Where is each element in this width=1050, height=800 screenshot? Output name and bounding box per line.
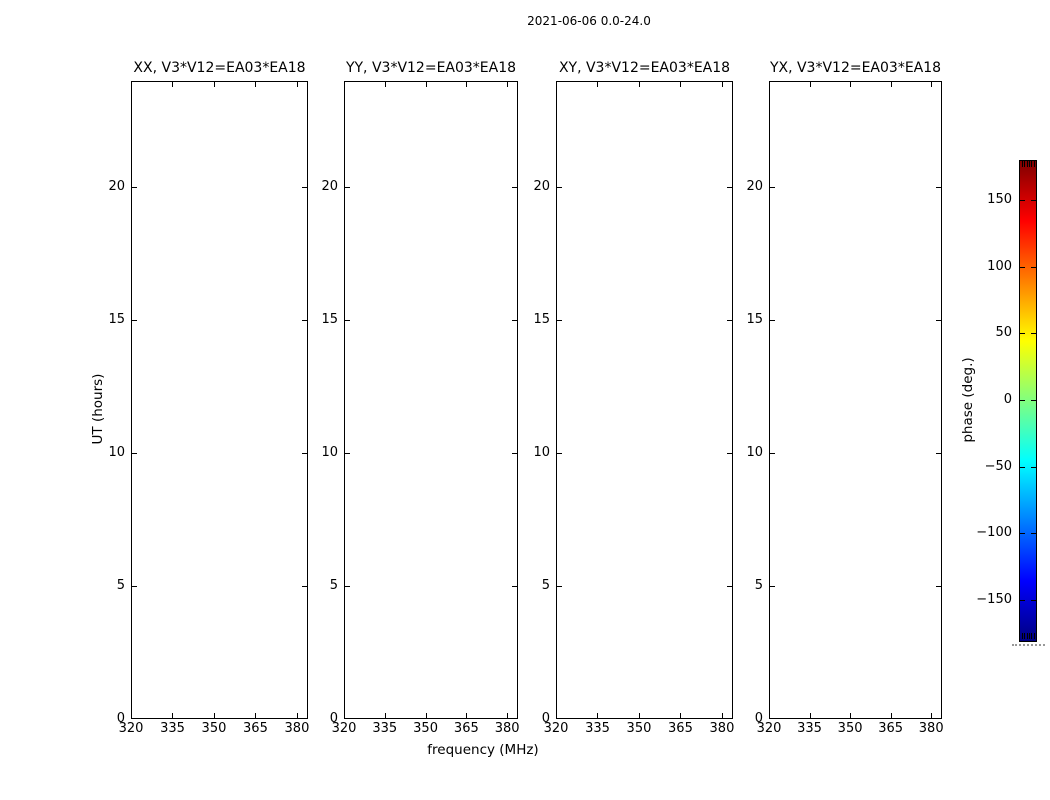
x-tick-label: 335 xyxy=(160,721,185,736)
y-tick-right xyxy=(936,187,941,188)
colorbar-dotted-line xyxy=(1012,643,1045,646)
colorbar-top-hatch xyxy=(1029,161,1030,167)
x-tick-label: 380 xyxy=(284,721,310,736)
colorbar-tick-label: 150 xyxy=(987,192,1012,207)
y-tick-left xyxy=(345,187,350,188)
colorbar-bottom-hatch xyxy=(1031,633,1032,639)
colorbar-top-hatch xyxy=(1027,161,1028,167)
x-tick-label: 365 xyxy=(243,721,268,736)
colorbar-tick-left xyxy=(1020,467,1025,468)
colorbar-tick-left xyxy=(1020,600,1025,601)
y-tick-left xyxy=(557,320,562,321)
colorbar-bottom-hatch xyxy=(1034,633,1035,639)
x-tick-label: 335 xyxy=(797,721,822,736)
x-tick-top xyxy=(297,82,298,87)
x-tick-bottom xyxy=(639,713,640,718)
x-tick-bottom xyxy=(507,713,508,718)
x-tick-bottom xyxy=(891,713,892,718)
x-tick-top xyxy=(172,82,173,87)
x-tick-label: 365 xyxy=(453,721,479,736)
y-tick-label: 15 xyxy=(108,312,125,328)
x-tick-top xyxy=(507,82,508,87)
y-tick-label: 5 xyxy=(329,578,338,594)
y-tick-label: 10 xyxy=(533,445,550,461)
x-tick-bottom xyxy=(850,713,851,718)
y-tick-left xyxy=(345,320,350,321)
x-tick-top xyxy=(891,82,892,87)
y-tick-label: 0 xyxy=(116,711,125,726)
colorbar-tick-right xyxy=(1031,267,1036,268)
x-tick-label: 350 xyxy=(201,721,227,736)
x-tick-bottom xyxy=(172,713,173,718)
y-tick-left xyxy=(770,320,775,321)
y-tick-left xyxy=(132,187,137,188)
colorbar-top-hatch xyxy=(1031,161,1032,167)
colorbar-gradient xyxy=(1019,160,1037,642)
x-tick-top xyxy=(680,82,681,87)
colorbar-top-hatch xyxy=(1022,161,1023,167)
y-axis-label: UT (hours) xyxy=(90,373,106,445)
colorbar-tick-right xyxy=(1031,400,1036,401)
y-tick-label: 20 xyxy=(321,179,338,195)
y-tick-right xyxy=(936,453,941,454)
colorbar-tick-label: −100 xyxy=(976,525,1012,541)
x-tick-bottom xyxy=(214,713,215,718)
colorbar-label: phase (deg.) xyxy=(960,357,976,443)
x-tick-label: 365 xyxy=(668,721,693,736)
x-tick-label: 320 xyxy=(331,721,357,736)
y-tick-right xyxy=(936,586,941,587)
x-tick-bottom xyxy=(810,713,811,718)
x-tick-top xyxy=(466,82,467,87)
colorbar-tick-label: 50 xyxy=(995,325,1012,341)
colorbar-tick-label: 100 xyxy=(987,258,1012,274)
colorbar-top-hatch xyxy=(1024,161,1025,167)
x-tick-label: 320 xyxy=(543,721,569,736)
x-tick-label: 380 xyxy=(494,721,520,736)
y-tick-label: 20 xyxy=(533,179,550,195)
colorbar-bottom-hatch xyxy=(1027,633,1028,639)
x-tick-bottom xyxy=(931,713,932,718)
axes-yx xyxy=(769,81,942,719)
colorbar-tick-left xyxy=(1020,333,1025,334)
x-tick-bottom xyxy=(680,713,681,718)
colorbar-tick-left xyxy=(1020,267,1025,268)
x-tick-top xyxy=(639,82,640,87)
y-tick-left xyxy=(132,586,137,587)
colorbar-bottom-hatch xyxy=(1022,633,1023,639)
x-tick-label: 350 xyxy=(837,721,863,736)
colorbar-tick-right xyxy=(1031,200,1036,201)
y-tick-left xyxy=(557,453,562,454)
colorbar-tick-left xyxy=(1020,400,1025,401)
x-tick-label: 380 xyxy=(709,721,735,736)
colorbar-tick-label: −50 xyxy=(984,458,1012,474)
colorbar-tick-right xyxy=(1031,333,1036,334)
x-tick-top xyxy=(214,82,215,87)
x-tick-bottom xyxy=(255,713,256,718)
colorbar-tick-right xyxy=(1031,533,1036,534)
colorbar-top-hatch xyxy=(1034,161,1035,167)
colorbar-tick-label: −150 xyxy=(976,592,1012,607)
colorbar-tick-right xyxy=(1031,467,1036,468)
x-tick-label: 320 xyxy=(756,721,782,736)
x-tick-label: 335 xyxy=(372,721,398,736)
y-tick-label: 15 xyxy=(533,312,550,328)
y-tick-right xyxy=(936,320,941,321)
y-tick-label: 5 xyxy=(541,578,550,594)
y-tick-left xyxy=(557,187,562,188)
y-tick-label: 5 xyxy=(116,578,125,594)
subplot-title-xy: XY, V3*V12=EA03*EA18 xyxy=(558,60,731,76)
figure-title: 2021-06-06 0.0-24.0 xyxy=(527,14,651,28)
x-tick-label: 335 xyxy=(585,721,610,736)
colorbar-tick-label: 0 xyxy=(1003,392,1012,407)
y-tick-left xyxy=(770,453,775,454)
x-tick-top xyxy=(810,82,811,87)
y-tick-label: 15 xyxy=(746,312,763,328)
y-tick-label: 5 xyxy=(754,578,763,594)
colorbar-bottom-hatch xyxy=(1024,633,1025,639)
y-tick-label: 0 xyxy=(541,711,550,726)
x-axis-label: frequency (MHz) xyxy=(427,742,539,758)
y-tick-label: 10 xyxy=(321,445,338,461)
y-tick-left xyxy=(345,453,350,454)
y-tick-left xyxy=(132,320,137,321)
x-tick-label: 380 xyxy=(918,721,944,736)
x-tick-bottom xyxy=(426,713,427,718)
x-tick-label: 365 xyxy=(878,721,904,736)
axes-xy xyxy=(556,81,733,719)
x-tick-bottom xyxy=(385,713,386,718)
y-tick-label: 0 xyxy=(329,711,338,726)
y-tick-left xyxy=(132,453,137,454)
y-tick-left xyxy=(770,187,775,188)
y-tick-left xyxy=(770,586,775,587)
x-tick-top xyxy=(426,82,427,87)
x-tick-top xyxy=(931,82,932,87)
y-tick-label: 20 xyxy=(746,179,763,195)
y-tick-label: 15 xyxy=(321,312,338,328)
x-tick-top xyxy=(385,82,386,87)
y-tick-label: 10 xyxy=(746,445,763,461)
colorbar-bottom-hatch xyxy=(1029,633,1030,639)
y-tick-label: 0 xyxy=(754,711,763,726)
colorbar-tick-right xyxy=(1031,600,1036,601)
x-tick-label: 350 xyxy=(413,721,438,736)
y-tick-label: 10 xyxy=(108,445,125,461)
colorbar-tick-left xyxy=(1020,200,1025,201)
axes-yy xyxy=(344,81,518,719)
colorbar-tick-left xyxy=(1020,533,1025,534)
x-tick-top xyxy=(255,82,256,87)
y-tick-left xyxy=(345,586,350,587)
axes-xx xyxy=(131,81,308,719)
y-tick-label: 20 xyxy=(108,179,125,195)
x-tick-top xyxy=(850,82,851,87)
subplot-title-yx: YX, V3*V12=EA03*EA18 xyxy=(769,60,942,76)
x-tick-bottom xyxy=(597,713,598,718)
x-tick-label: 320 xyxy=(118,721,144,736)
y-tick-left xyxy=(557,586,562,587)
subplot-title-xx: XX, V3*V12=EA03*EA18 xyxy=(133,60,306,76)
x-tick-label: 350 xyxy=(626,721,652,736)
x-tick-bottom xyxy=(466,713,467,718)
subplot-title-yy: YY, V3*V12=EA03*EA18 xyxy=(345,60,517,76)
x-tick-top xyxy=(597,82,598,87)
x-tick-top xyxy=(722,82,723,87)
